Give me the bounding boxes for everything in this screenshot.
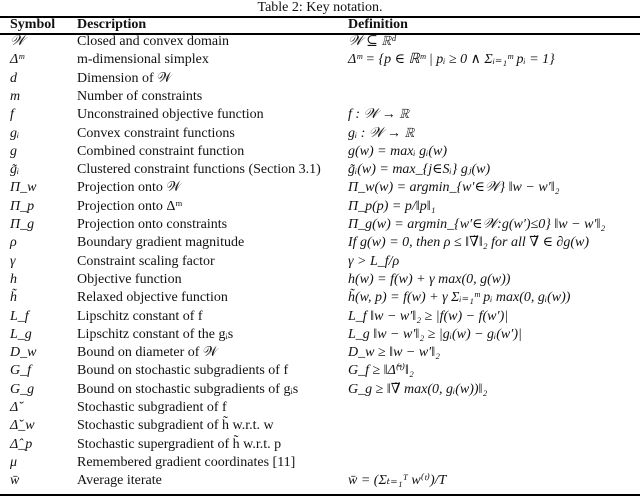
cell-symbol: g — [10, 143, 17, 159]
cell-definition: w̄ = (Σₜ₌₁ᵀ w⁽ᵗ⁾)/T — [348, 473, 447, 489]
cell-definition: h(w) = f(w) + γ max(0, g(w)) — [348, 271, 511, 287]
cell-definition: γ > L_f/ρ — [348, 253, 400, 269]
cell-definition: g̃ᵢ(w) = max_{j∈Sᵢ} gⱼ(w) — [348, 162, 491, 178]
cell-symbol: G_f — [10, 363, 31, 379]
cell-definition: Π_g(w) = argmin_{w′∈𝒲:g(w′)≤0} ‖w − w′‖₂ — [348, 217, 606, 232]
cell-definition: h̃(w, p) = f(w) + γ Σᵢ₌₁ᵐ pᵢ max(0, gᵢ(w)) — [348, 290, 571, 306]
cell-definition: Π_p(p) = p/‖p‖₁ — [348, 198, 436, 214]
cell-definition: L_g ‖w − w′‖₂ ≥ |gᵢ(w) − gᵢ(w′)| — [348, 326, 522, 342]
cell-definition: g(w) = maxᵢ gᵢ(w) — [348, 143, 448, 159]
cell-description: Stochastic subgradient of h̃ w.r.t. w — [77, 418, 274, 434]
cell-symbol: d — [10, 70, 17, 86]
cell-symbol: Δ̂_p — [10, 436, 33, 452]
cell-description: Unconstrained objective function — [77, 107, 264, 123]
cell-symbol: m — [10, 88, 21, 104]
cell-description: Remembered gradient coordinates [11] — [77, 454, 296, 470]
cell-definition: gᵢ : 𝒲 → ℝ — [348, 125, 415, 141]
cell-symbol: γ — [10, 253, 16, 269]
cell-description: Relaxed objective function — [77, 290, 228, 306]
cell-symbol: Δᵐ — [10, 52, 25, 68]
cell-symbol: L_g — [10, 326, 32, 342]
cell-description: Stochastic supergradient of h̃ w.r.t. p — [77, 436, 282, 452]
cell-description: Stochastic subgradient of f — [77, 400, 227, 415]
cell-symbol: ρ — [10, 235, 17, 251]
cell-definition: Π_w(w) = argmin_{w′∈𝒲} ‖w − w′‖₂ — [348, 180, 560, 196]
bottom-rule — [0, 494, 640, 496]
cell-symbol: gᵢ — [10, 125, 20, 141]
cell-description: Dimension of 𝒲 — [77, 70, 172, 86]
cell-symbol: Π_w — [10, 180, 37, 196]
cell-symbol: h — [10, 271, 17, 287]
cell-symbol: Π_p — [10, 198, 35, 214]
cell-symbol: 𝒲 — [10, 34, 25, 49]
cell-description: Constraint scaling factor — [77, 253, 215, 269]
cell-description: Lipschitz constant of the gᵢs — [77, 326, 234, 342]
cell-definition: Δᵐ = {p ∈ ℝᵐ | pᵢ ≥ 0 ∧ Σᵢ₌₁ᵐ pᵢ = 1} — [348, 52, 555, 68]
header-description: Description — [77, 17, 147, 32]
cell-definition: G_g ≥ ‖∇̆ max(0, gᵢ(w))‖₂ — [348, 381, 488, 397]
cell-symbol: g̃ᵢ — [10, 162, 20, 178]
cell-description: Projection onto constraints — [77, 217, 228, 232]
header-definition: Definition — [348, 17, 408, 32]
cell-description: Projection onto 𝒲 — [77, 180, 182, 196]
cell-description: Average iterate — [77, 473, 162, 489]
cell-definition: G_f ≥ ‖Δ̆⁽ᵗ⁾‖₂ — [348, 363, 414, 379]
cell-description: Bound on stochastic subgradients of gᵢs — [77, 381, 299, 397]
cell-description: Bound on stochastic subgradients of f — [77, 363, 289, 379]
cell-description: Bound on diameter of 𝒲 — [77, 345, 218, 361]
cell-description: Projection onto Δᵐ — [77, 198, 183, 214]
cell-description: Lipschitz constant of f — [77, 308, 203, 324]
cell-symbol: Δ̆_w — [10, 418, 35, 434]
cell-symbol: Δ̆ — [10, 400, 19, 415]
cell-description: Clustered constraint functions (Section 3.1) — [77, 162, 321, 178]
cell-description: Closed and convex domain — [77, 34, 230, 49]
cell-symbol: Π_g — [10, 217, 35, 232]
header-symbol: Symbol — [10, 17, 56, 32]
cell-definition: 𝒲 ⊆ ℝᵈ — [348, 34, 396, 49]
table-caption: Table 2: Key notation. — [257, 0, 383, 15]
cell-description: Convex constraint functions — [77, 125, 235, 141]
cell-symbol: w̄ — [10, 473, 20, 489]
cell-description: Boundary gradient magnitude — [77, 235, 245, 251]
cell-symbol: L_f — [10, 308, 29, 324]
cell-definition: f : 𝒲 → ℝ — [348, 107, 410, 123]
cell-description: Combined constraint function — [77, 143, 245, 159]
cell-definition: If g(w) = 0, then ρ ≤ ‖∇̆‖₂ for all ∇̆ ∈ ∂g(w) — [348, 235, 590, 251]
cell-symbol: f — [10, 107, 14, 123]
cell-definition: D_w ≥ ‖w − w′‖₂ — [348, 345, 441, 361]
cell-description: Number of constraints — [77, 88, 203, 104]
cell-symbol: D_w — [10, 345, 37, 361]
cell-symbol: h̃ — [10, 290, 17, 306]
cell-definition: L_f ‖w − w′‖₂ ≥ |f(w) − f(w′)| — [348, 308, 509, 324]
cell-description: Objective function — [77, 271, 182, 287]
cell-symbol: G_g — [10, 381, 35, 397]
cell-description: m-dimensional simplex — [77, 52, 209, 68]
cell-symbol: μ — [10, 454, 18, 470]
